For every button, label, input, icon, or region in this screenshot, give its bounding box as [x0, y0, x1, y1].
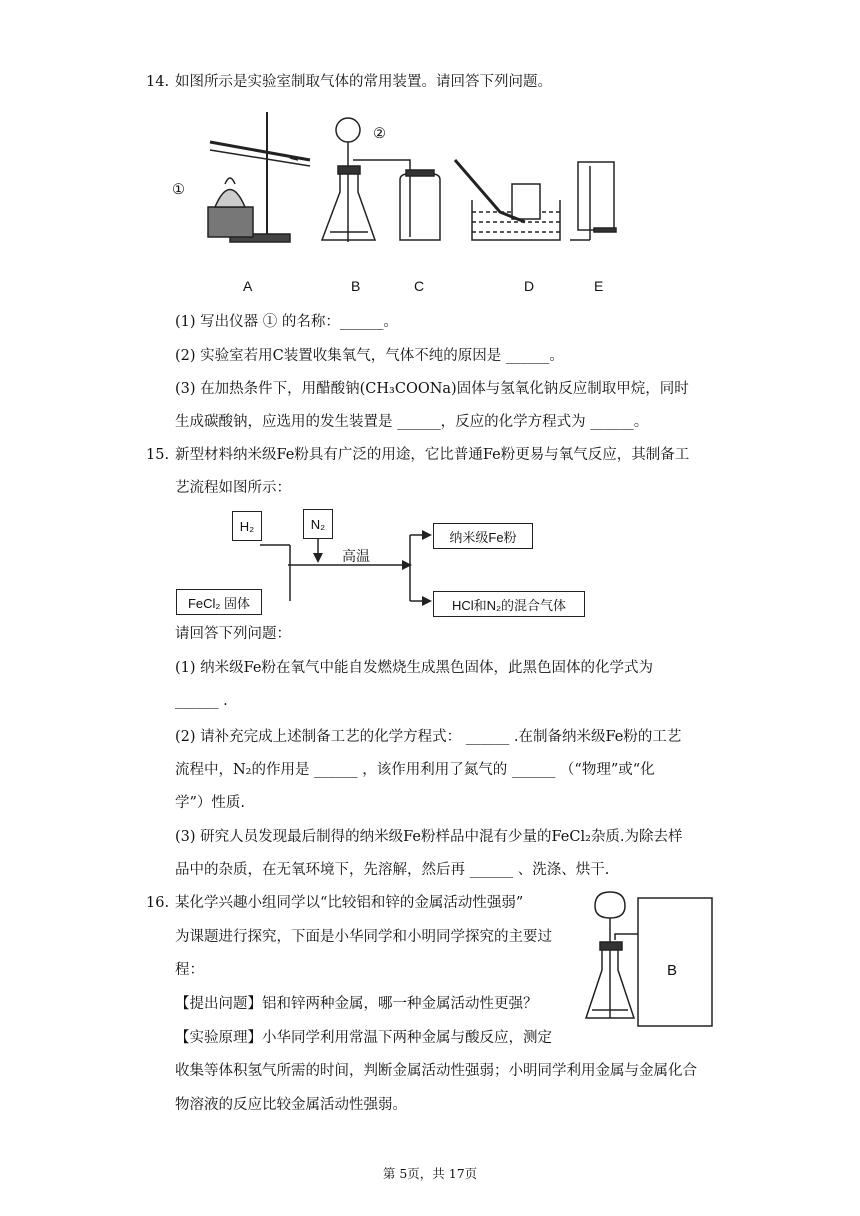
- q16-line-6: 收集等体积氢气所需的时间，判断金属活动性强弱；小明同学利用金属与金属化合: [175, 1063, 697, 1079]
- q15-stem-a: 新型材料纳米级Fe粉具有广泛的用途，它比普通Fe粉更易与氧气反应，其制备工: [175, 447, 690, 463]
- page-footer: 第 5页，共 17页: [382, 1166, 478, 1181]
- q14-part1: (1) 写出仪器 ① 的名称：______。: [175, 314, 398, 330]
- q16-line-7: 物溶液的反应比较金属活动性强弱。: [175, 1097, 407, 1113]
- q16-line-4: 【提出问题】铝和锌两种金属，哪一种金属活动性更强？: [175, 996, 538, 1012]
- q15-number: 15.: [146, 447, 170, 463]
- apparatus-a: [208, 112, 310, 242]
- flow-condition: 高温: [342, 548, 370, 564]
- flow-box-fecl2: FeCl₂ 固体: [176, 589, 262, 615]
- q16-box-label: B: [667, 962, 678, 979]
- q16-number: 16.: [146, 895, 170, 911]
- q14-callout-1: ①: [172, 182, 185, 198]
- q15-part3-a: (3) 研究人员发现最后制得的纳米级Fe粉样品中混有少量的FeCl₂杂质.为除去样: [175, 829, 683, 845]
- q14-callout-2: ②: [373, 126, 386, 142]
- flow-box-n2: N₂: [303, 509, 333, 539]
- q15-part3-b: 品中的杂质，在无氧环境下，先溶解，然后再 ______ 、洗涤、烘干.: [175, 862, 610, 878]
- fig-label-e: E: [594, 278, 604, 294]
- flow-box-h2: H₂: [232, 511, 262, 541]
- q14-stem: 如图所示是实验室制取气体的常用装置。请回答下列问题。: [175, 74, 552, 90]
- apparatus-figure: [170, 112, 690, 262]
- q16-line-5: 【实验原理】小华同学利用常温下两种金属与酸反应，测定: [175, 1030, 552, 1046]
- q14-part2: (2) 实验室若用C装置收集氧气，气体不纯的原因是 ______。: [175, 348, 564, 364]
- q15-part2-b: 流程中，N₂的作用是 ______ ，该作用利用了氮气的 ______ （“物理”或“化: [175, 762, 655, 778]
- fig-label-a: A: [243, 278, 253, 294]
- apparatus-d: [455, 160, 560, 240]
- apparatus-e: [570, 162, 616, 240]
- q16-apparatus: [580, 888, 720, 1028]
- fig-label-b: B: [351, 278, 361, 294]
- q14-part3-a: (3) 在加热条件下，用醋酸钠(CH₃COONa)固体与氢氧化钠反应制取甲烷，同时: [175, 381, 689, 397]
- q16-line-2: 为课题进行探究，下面是小华同学和小明同学探究的主要过: [175, 929, 552, 945]
- q16-line-3: 程：: [175, 962, 204, 978]
- q15-part2-a: (2) 请补充完成上述制备工艺的化学方程式： ______ .在制备纳米级Fe粉的工艺: [175, 729, 682, 745]
- q15-part1-a: (1) 纳米级Fe粉在氧气中能自发燃烧生成黑色固体，此黑色固体的化学式为: [175, 660, 653, 676]
- q15-stem-b: 艺流程如图所示：: [175, 480, 291, 496]
- apparatus-c: [385, 160, 440, 240]
- flow-box-product-2: HCl和N₂的混合气体: [433, 591, 585, 617]
- q14-part3-b: 生成碳酸钠，应选用的发生装置是 ______，反应的化学方程式为 ______。: [175, 414, 649, 430]
- q15-part2-c: 学”）性质.: [175, 795, 246, 811]
- q16-line-1: 某化学兴趣小组同学以“比较铝和锌的金属活动性强弱”: [175, 895, 524, 911]
- fig-label-d: D: [524, 278, 535, 294]
- flow-box-product-1: 纳米级Fe粉: [433, 523, 533, 549]
- q15-part1-b: ______ .: [175, 693, 228, 709]
- fig-label-c: C: [414, 278, 425, 294]
- q14-number: 14.: [146, 74, 170, 90]
- q15-ask: 请回答下列问题：: [175, 626, 291, 642]
